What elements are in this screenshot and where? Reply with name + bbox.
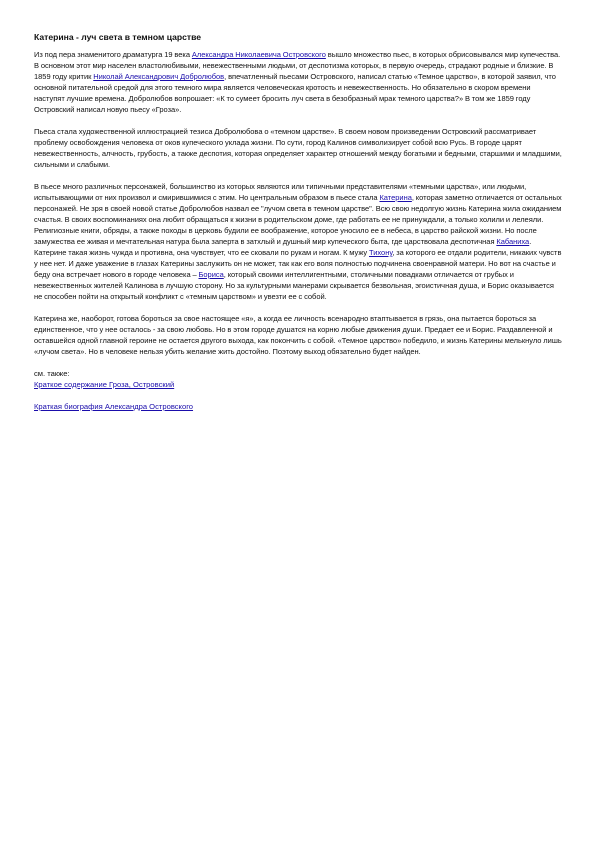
paragraph-play: Пьеса стала художественной иллюстрацией тезиса Добролюбова о «темном царстве». В своем новом произведении Островский рассматривает проблему освобождения человека от оков купеческого уклада жизни. По сути, город Калинов символизирует собой всю Русь. В городе царят невежественность, алчность, грубость, а также деспотия, которая определяет характер отношений между богатыми и бедными, старшими и младшими, сильными и слабыми. [34,127,562,169]
link-boris[interactable]: Бориса [198,270,224,279]
paragraph-characters [34,181,562,302]
link-kabanikha[interactable]: Кабаниха [496,237,530,246]
paragraph-text: В пьесе много различных персонажей, большинство из которых являются или типичными представителями «темными царства», или людьми, испытывающими от них произвол и смирившимися с этим. Но центральным образом в пьесе стала [34,182,527,202]
spacer [34,390,562,401]
paragraph-text: , который своими интеллигентными, столичными повадками отличается от грубых и невежественных жителей Калинова в лучшую сторону. Но за культурными манерами скрывается безвольная, эгоистичная душа, и Борис оказывается не способен пойти на открытый конфликт с «темным царством» и увезти ее с собой. [34,270,554,301]
link-katerina[interactable]: Катерина [379,193,412,202]
link-ostrovsky[interactable]: Александра Николаевича Островского [191,50,326,59]
document-page [34,32,562,412]
paragraph-text: , которая заметно отличается от остальных персонажей. Не зря в своей новой статье Добролюбов назвал ее "лучом света в темном царстве". Всю свою недолгую жизнь Катерина жила ожиданием счастья. В своих воспоминаниях она любит обращаться к жизни в родительском доме, где работать ее не принуждали, а только холили и лелеяли. Религиозные книги, обряды, а также походы в церковь будили ее воображение, которое уносило ее в небеса, в царство райской жизни. Но после замужества ее живая и мечтательная натура была заперта в затхлый и душный мир купеческого быта, где царствовала деспотичная [34,193,562,246]
paragraph-text: . Катерине такая жизнь чужда и противна, она чувствует, что ее сковали по рукам и ногам. К мужу [34,237,532,257]
paragraph-text: , впечатленный пьесами Островского, написал статью «Темное царство», в которой заявил, что основной питательной средой для этого темного мира является человеческая кротость и невежественность. Но обязательно в скором времени наступят лучшие времена. Добролюбов вопрошает: «К то сумеет бросить луч света в безобразный мрак темного царства?» В том же 1859 году Островский написал новую пьесу «Гроза». [34,72,556,114]
document-title: Катерина - луч света в темном царстве [34,32,202,42]
see-also-label: см. также: [34,369,70,378]
paragraph-text: , за которого ее отдали родители, никаких чувств у нее нет. И даже уважение в глазах Катерины заслужить он не может, так как его воля полностью подчинена своенравной матери. Но вот на счастье и беду она встречает нового в городе человека – [34,248,562,279]
link-biography-ostrovsky[interactable]: Краткая биография Александра Островского [34,402,194,411]
paragraph-conclusion: Катерина же, наоборот, готова бороться за свое настоящее «я», а когда ее личность всенародно втаптывается в грязь, она пытается бороться за единственное, что у нее осталось - за свою любовь. Но в этом городе душатся на корню любые движения души. Предает ее и Борис. Раздавленной и оставшейся одной главной героине не остается другого выхода, как покончить с собой. «Темное царство» победило, и жизнь Катерины мелькнуло лишь «лучом света». Но в человеке нельзя убить желание жить достойно. Поэтому выход обязательно будет найден. [34,314,562,356]
link-summary-groza[interactable]: Краткое содержание Гроза, Островский [34,380,175,389]
paragraph-intro [34,49,562,115]
paragraph-text: Из под пера знаменитого драматурга 19 века [34,50,192,59]
paragraph-text: вышло множество пьес, в которых обрисовывался мир купечества. В основном этот мир населен властолюбивыми, невежественными людьми, от деспотизма которых, в первую очередь, страдают родные и близкие. В 1859 году критик [34,50,561,81]
link-tikhon[interactable]: Тихону [369,248,393,257]
link-dobrolyubov[interactable]: Николай Александрович Добролюбов [93,72,225,81]
